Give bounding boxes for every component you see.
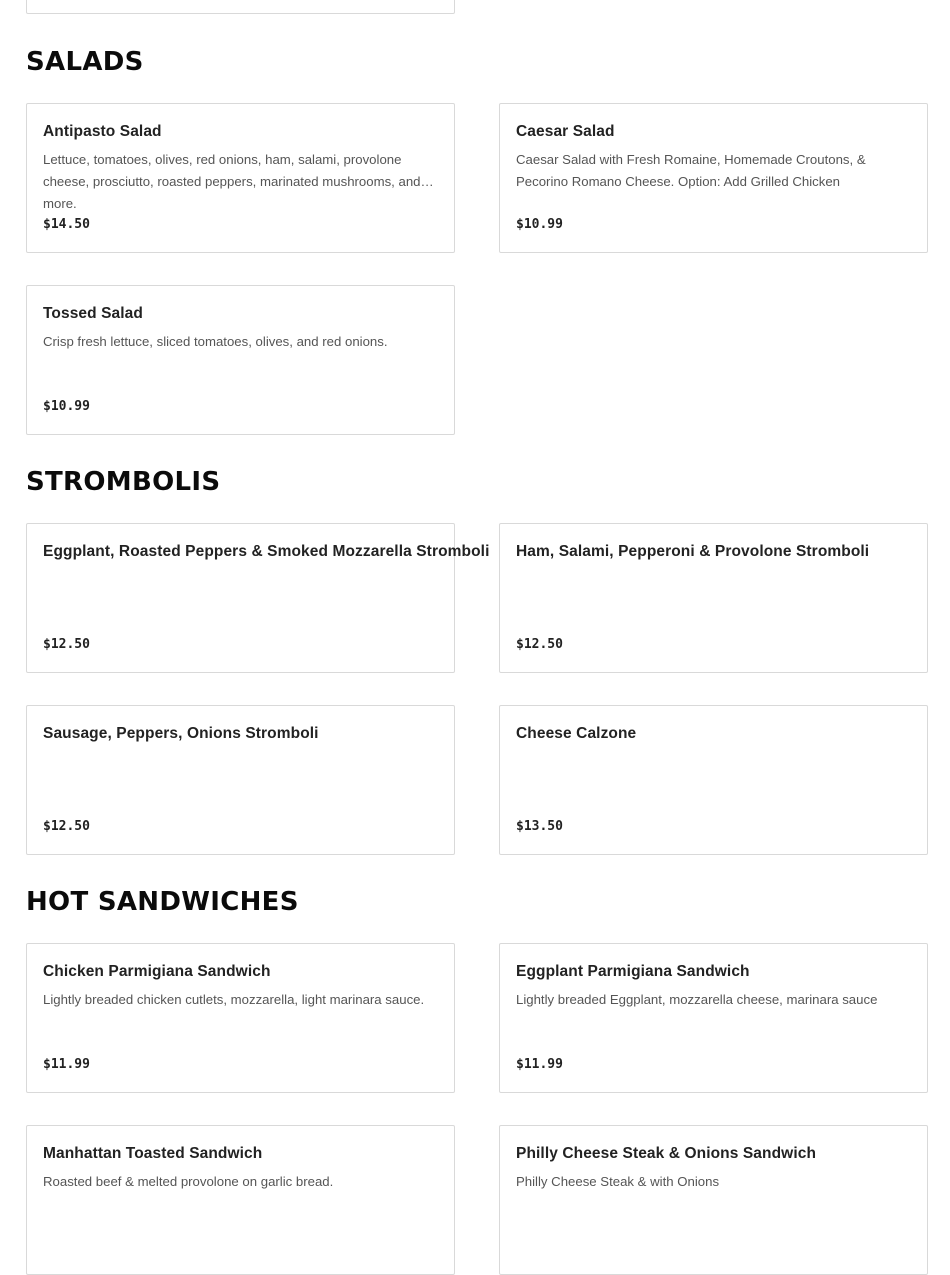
item-name: Caesar Salad <box>516 123 615 140</box>
item-name: Tossed Salad <box>43 305 143 322</box>
item-name: Eggplant Parmigiana Sandwich <box>516 963 750 980</box>
section-title-strombolis: STROMBOLIS <box>26 467 221 497</box>
menu-item-card[interactable] <box>499 1125 928 1275</box>
item-price: $10.99 <box>43 399 90 414</box>
item-price: $12.50 <box>516 637 563 652</box>
item-price: $14.50 <box>43 217 90 232</box>
item-name: Sausage, Peppers, Onions Stromboli <box>43 725 319 742</box>
item-name: Manhattan Toasted Sandwich <box>43 1145 263 1162</box>
item-price: $12.50 <box>43 637 90 652</box>
section-title-hot-sandwiches: HOT SANDWICHES <box>26 887 299 917</box>
item-description: Roasted beef & melted provolone on garlic bread. <box>43 1174 334 1189</box>
item-name: Eggplant, Roasted Peppers & Smoked Mozzarella Stromboli <box>43 543 490 560</box>
item-description: Lettuce, tomatoes, olives, red onions, ham, salami, provolone cheese, prosciutto, roasted peppers, marinated mushrooms, and more. <box>43 152 421 211</box>
item-price: $13.50 <box>516 819 563 834</box>
menu-item-card[interactable] <box>26 705 455 855</box>
item-price: $11.99 <box>516 1057 563 1072</box>
item-price: $11.99 <box>43 1057 90 1072</box>
item-name: Chicken Parmigiana Sandwich <box>43 963 271 980</box>
menu-item-card[interactable] <box>499 523 928 673</box>
item-price: $10.99 <box>516 217 563 232</box>
menu-item-card[interactable] <box>499 705 928 855</box>
menu-item-card[interactable] <box>26 285 455 435</box>
menu-item-card[interactable] <box>499 103 928 253</box>
section-title-salads: SALADS <box>26 47 144 77</box>
item-description: Philly Cheese Steak & with Onions <box>516 1174 720 1189</box>
item-price: $12.50 <box>43 819 90 834</box>
menu-item-card-partial[interactable] <box>26 0 455 14</box>
item-description: Crisp fresh lettuce, sliced tomatoes, olives, and red onions. <box>43 334 388 349</box>
item-description: Caesar Salad with Fresh Romaine, Homemade Croutons, & Pecorino Romano Cheese. Option: Add Grilled Chicken <box>516 152 866 189</box>
item-name: Antipasto Salad <box>43 123 162 140</box>
item-name: Ham, Salami, Pepperoni & Provolone Stromboli <box>516 543 870 560</box>
menu-item-card[interactable] <box>499 943 928 1093</box>
menu-item-card[interactable] <box>26 523 490 673</box>
menu-item-card[interactable] <box>26 1125 455 1275</box>
item-description: Lightly breaded Eggplant, mozzarella cheese, marinara sauce <box>516 992 878 1007</box>
menu-item-card[interactable] <box>26 103 455 253</box>
item-name: Philly Cheese Steak & Onions Sandwich <box>516 1145 817 1162</box>
menu-item-card[interactable] <box>26 943 455 1093</box>
item-name: Cheese Calzone <box>516 725 637 742</box>
item-description: Lightly breaded chicken cutlets, mozzarella, light marinara sauce. <box>43 992 425 1007</box>
